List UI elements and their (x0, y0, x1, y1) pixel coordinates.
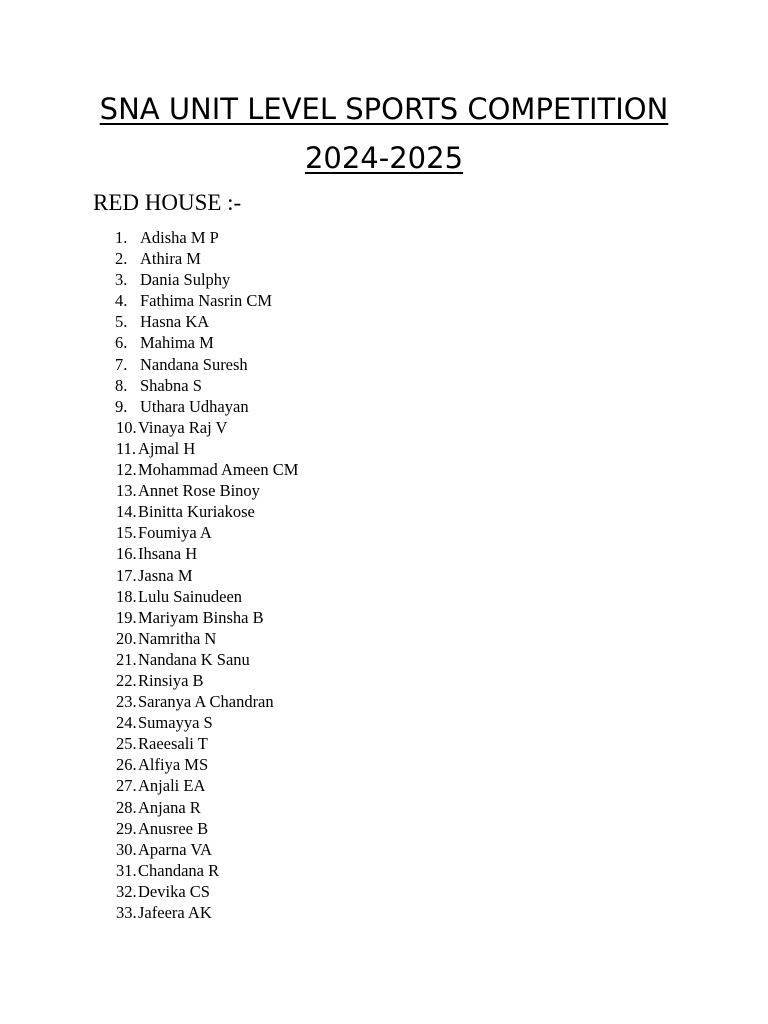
list-item-name: Dania Sulphy (140, 270, 231, 290)
page-title-year: 2024-2025 (304, 141, 464, 175)
list-item-name: Anusree B (138, 818, 209, 838)
list-item-name: Chandana R (138, 860, 220, 880)
list-item-number: 20. (116, 628, 137, 648)
list-item-number: 2. (115, 249, 128, 269)
list-item-name: Mariyam Binsha B (138, 607, 264, 627)
list-item-name: Annet Rose Binoy (138, 481, 260, 501)
list-item-number: 26. (116, 755, 137, 775)
list-item-number: 16. (116, 544, 137, 564)
list-item-number: 13. (116, 481, 137, 501)
list-item-name: Hasna KA (140, 312, 210, 332)
list-item-number: 19. (116, 607, 137, 627)
list-item-name: Rinsiya B (138, 670, 204, 690)
list-item-number: 10. (116, 417, 137, 437)
list-item-name: Uthara Udhayan (140, 396, 249, 416)
list-item-name: Ihsana H (138, 544, 198, 564)
section-heading-red-house: RED HOUSE :- (93, 190, 242, 215)
list-item-number: 23. (116, 692, 137, 712)
list-item-name: Mahima M (140, 333, 214, 353)
list-item-name: Aparna VA (138, 839, 213, 859)
list-item-number: 31. (116, 860, 137, 880)
list-item-number: 27. (116, 776, 137, 796)
list-item-name: Lulu Sainudeen (138, 586, 243, 606)
list-item-number: 11. (116, 438, 137, 458)
list-item-number: 1. (115, 228, 128, 247)
list-item-number: 17. (116, 565, 137, 585)
page-title: SNA UNIT LEVEL SPORTS COMPETITION (99, 92, 669, 126)
list-item-name: Anjali EA (138, 776, 206, 796)
list-item-name: Athira M (140, 249, 201, 269)
list-item-number: 29. (116, 818, 137, 838)
list-item-number: 30. (116, 839, 137, 859)
list-item-name: Binitta Kuriakose (138, 502, 255, 522)
list-item-name: Sumayya S (138, 713, 213, 733)
list-item-number: 21. (116, 649, 137, 669)
list-item-number: 6. (115, 333, 128, 353)
list-item-name: Adisha M P (140, 228, 219, 247)
list-item-number: 32. (116, 881, 137, 901)
list-item-name: Raeesali T (138, 734, 208, 754)
list-item-name: Shabna S (140, 375, 202, 395)
list-item-name: Jasna M (138, 565, 193, 585)
list-item-name: Jafeera AK (138, 903, 212, 922)
list-item-number: 4. (115, 291, 128, 311)
list-item-name: Saranya A Chandran (138, 692, 274, 712)
list-item-name: Namritha N (138, 628, 217, 648)
list-item-name: Vinaya Raj V (138, 417, 228, 437)
list-item-name: Anjana R (138, 797, 201, 817)
list-item-number: 18. (116, 586, 137, 606)
list-item-number: 25. (116, 734, 137, 754)
list-item-number: 33. (116, 903, 137, 922)
list-item-number: 3. (115, 270, 128, 290)
list-item-number: 15. (116, 523, 137, 543)
list-item-name: Nandana Suresh (140, 354, 248, 374)
list-item-number: 28. (116, 797, 137, 817)
list-item-name: Fathima Nasrin CM (140, 291, 272, 311)
list-item-name: Alfiya MS (138, 755, 209, 775)
list-item-number: 14. (116, 502, 137, 522)
list-item-number: 7. (115, 354, 128, 374)
list-item-name: Nandana K Sanu (138, 649, 250, 669)
list-item-number: 24. (116, 713, 137, 733)
list-item-number: 9. (115, 396, 128, 416)
list-item-number: 5. (115, 312, 128, 332)
list-item-name: Devika CS (138, 881, 210, 901)
list-item-number: 8. (115, 375, 128, 395)
list-item-number: 22. (116, 670, 137, 690)
list-item-name: Mohammad Ameen CM (138, 460, 299, 480)
list-item-number: 12. (116, 460, 137, 480)
list-item-name: Foumiya A (138, 523, 212, 543)
list-item-name: Ajmal H (138, 438, 196, 458)
